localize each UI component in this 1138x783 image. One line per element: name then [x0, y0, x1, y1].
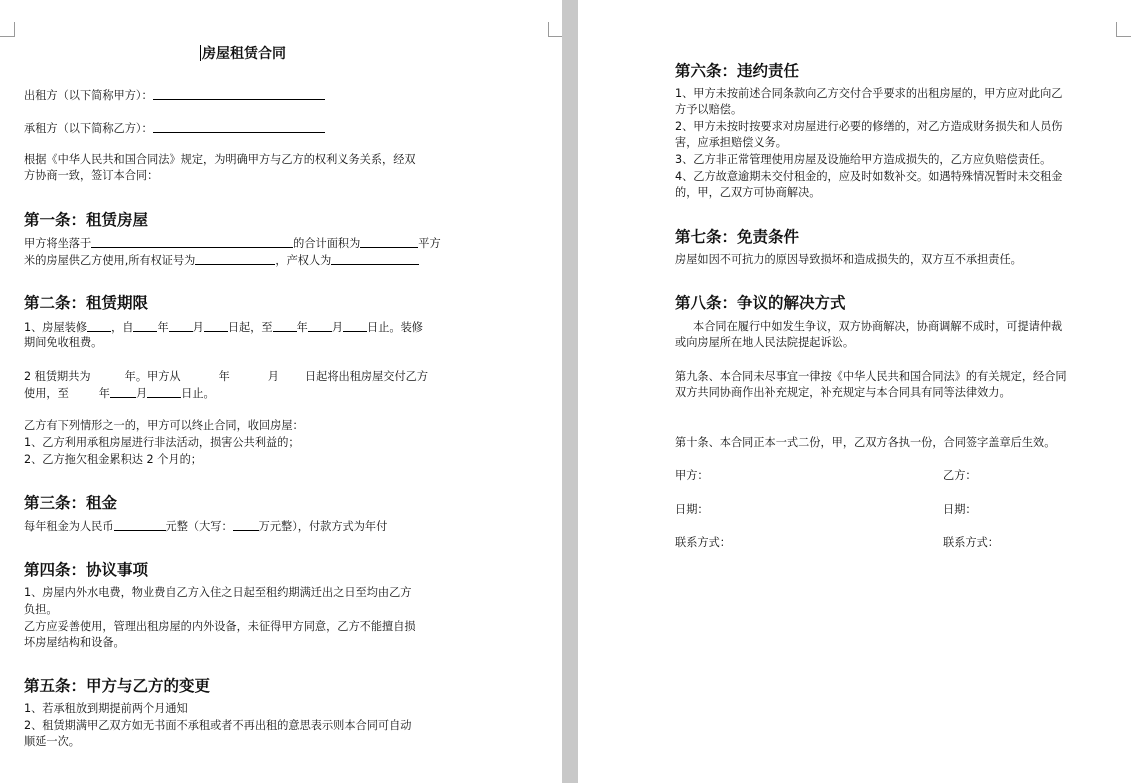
section-heading: 第六条：违约责任 [675, 61, 800, 80]
section-heading: 第一条：租赁房屋 [24, 210, 149, 229]
paragraph-line: 双方共同协商作出补充规定，补充规定与本合同具有同等法律效力。 [675, 386, 1011, 399]
blank-field[interactable] [153, 120, 325, 133]
paragraph-line: 期间免收租费。 [24, 336, 103, 349]
list-item: 3、乙方非正常管理使用房屋及设施给甲方造成损失的，乙方应负赔偿责任。 [675, 153, 1052, 166]
contact-party-b: 联系方式： [943, 536, 999, 549]
section-heading: 第五条：甲方与乙方的变更 [24, 676, 211, 695]
section-heading: 第二条：租赁期限 [24, 293, 149, 312]
page-corner-mark [0, 22, 15, 37]
section-heading: 第七条：免责条件 [675, 227, 800, 246]
date-party-a: 日期： [675, 503, 709, 516]
list-item: 2、租赁期满甲乙双方如无书面不承租或者不再出租的意思表示则本合同可自动 [24, 719, 412, 732]
section-heading: 第三条：租金 [24, 493, 118, 512]
paragraph-line: 2 租赁期共为 年。甲方从 年 月 日起将出租房屋交付乙方 [24, 370, 429, 383]
document-page-1 [0, 0, 562, 783]
contact-party-a: 联系方式： [675, 536, 731, 549]
blank-field[interactable] [91, 235, 293, 248]
date-party-b: 日期： [943, 503, 977, 516]
paragraph-line: 第十条、本合同正本一式二份，甲，乙双方各执一份，合同签字盖章后生效。 [675, 436, 1056, 449]
section-heading: 第四条：协议事项 [24, 560, 149, 579]
list-item: 1、乙方利用承租房屋进行非法活动，损害公共利益的； [24, 436, 300, 449]
list-item: 1、若承租放到期提前两个月通知 [24, 702, 188, 715]
paragraph-line: 或向房屋所在地人民法院提起诉讼。 [675, 336, 855, 349]
page-separator [562, 0, 578, 783]
paragraph-line: 乙方有下列情形之一的，甲方可以终止合同，收回房屋： [24, 419, 304, 432]
paragraph-line: 1、房屋装修 ，自 年 月 日起，至 年 月 日止。装修 [24, 321, 423, 334]
page-corner-mark [1116, 22, 1131, 37]
paragraph-line: 1、房屋内外水电费，物业费自乙方入住之日起至租约期满迁出之日至均由乙方 [24, 586, 412, 599]
signature-party-b: 乙方： [943, 469, 977, 482]
list-item: 2、乙方拖欠租金累积达 2 个月的； [24, 453, 202, 466]
paragraph-line: 负担。 [24, 603, 58, 616]
paragraph-line: 甲方将坐落于 的合计面积为 平方 [24, 237, 441, 250]
page-corner-mark [548, 22, 562, 37]
blank-field[interactable] [195, 252, 275, 265]
document-title[interactable]: 房屋租赁合同 [202, 46, 286, 62]
signature-party-a: 甲方： [675, 469, 709, 482]
blank-field[interactable] [233, 518, 259, 531]
text-cursor [200, 45, 201, 61]
blank-field[interactable] [153, 87, 325, 100]
lessor-line[interactable]: 出租方（以下简称甲方）： [24, 87, 325, 105]
blank-field[interactable] [331, 252, 419, 265]
paragraph-line: 根据《中华人民共和国合同法》规定，为明确甲方与乙方的权利义务关系，经双 [24, 153, 416, 166]
paragraph-line: 坏房屋结构和设备。 [24, 636, 125, 649]
list-item: 害，应承担赔偿义务。 [675, 136, 787, 149]
paragraph-line: 米的房屋供乙方使用,所有权证号为 ，产权人为 [24, 252, 419, 270]
list-item: 顺延一次。 [24, 735, 80, 748]
paragraph-line: 方协商一致，签订本合同： [24, 169, 159, 182]
list-item: 方予以赔偿。 [675, 103, 743, 116]
paragraph-line: 第九条、本合同未尽事宜一律按《中华人民共和国合同法》的有关规定，经合同 [675, 370, 1067, 383]
list-item: 的，甲，乙双方可协商解决。 [675, 186, 821, 199]
document-page-2 [578, 0, 1138, 783]
list-item: 2、甲方未按时按要求对房屋进行必要的修缮的，对乙方造成财务损失和人员伤 [675, 120, 1063, 133]
paragraph-line: 乙方应妥善使用，管理出租房屋的内外设备，未征得甲方同意，乙方不能擅自损 [24, 620, 416, 633]
paragraph-line: 使用，至 年 月 日止。 [24, 387, 215, 400]
list-item: 1、甲方未按前述合同条款向乙方交付合乎要求的出租房屋的，甲方应对此向乙 [675, 87, 1063, 100]
list-item: 4、乙方故意逾期未交付租金的，应及时如数补交。如遇特殊情况暂时未交租金 [675, 170, 1063, 183]
section-heading: 第八条：争议的解决方式 [675, 293, 846, 312]
blank-field[interactable] [360, 235, 418, 248]
lessee-line[interactable]: 承租方（以下简称乙方）： [24, 120, 325, 138]
paragraph-line: 本合同在履行中如发生争议，双方协商解决，协商调解不成时，可提请仲裁 [693, 320, 1063, 333]
blank-field[interactable] [114, 518, 166, 531]
paragraph-line: 房屋如因不可抗力的原因导致损坏和造成损失的，双方互不承担责任。 [675, 253, 1022, 266]
paragraph-line: 每年租金为人民币 元整（大写： 万元整），付款方式为年付 [24, 520, 388, 533]
